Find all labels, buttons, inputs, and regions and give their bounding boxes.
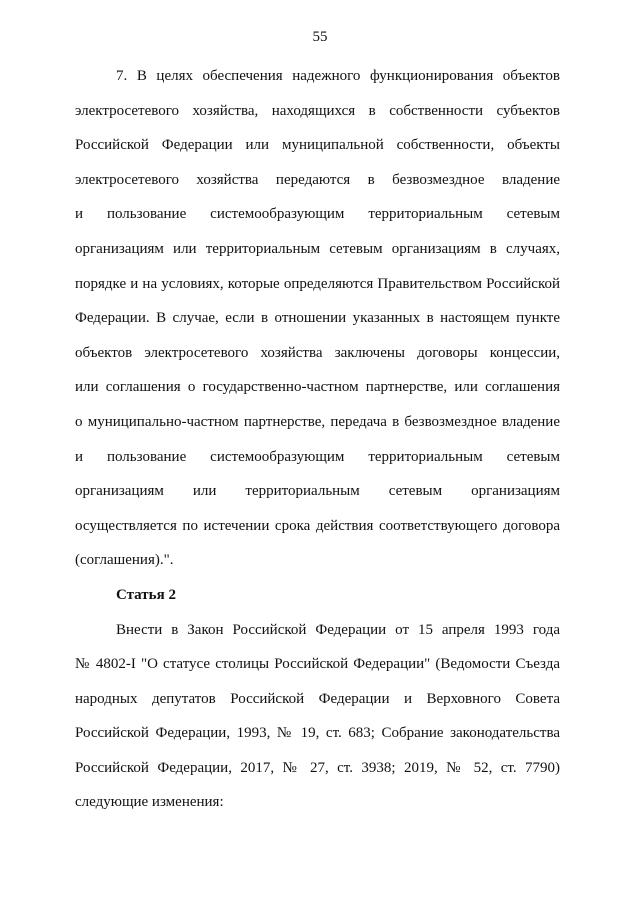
page-number: 55 bbox=[312, 29, 328, 45]
paragraph-line: (соглашения).". bbox=[75, 552, 174, 569]
paragraph-line: организациям или территориальным сетевым организациям в случаях, bbox=[75, 240, 560, 257]
article-2-paragraph bbox=[75, 621, 560, 829]
paragraph-line: следующие изменения: bbox=[75, 794, 224, 811]
paragraph-line: Российской Федерации, 1993, № 19, ст. 683; Собрание законодательства bbox=[75, 725, 560, 742]
paragraph-line: порядке и на условиях, которые определяются Правительством Российской bbox=[75, 275, 560, 292]
item-7-paragraph bbox=[75, 67, 560, 586]
paragraph-line: и пользование системообразующим территориальным сетевым bbox=[75, 206, 560, 223]
paragraph-line: или соглашения о государственно-частном партнерстве, или соглашения bbox=[75, 379, 560, 396]
paragraph-line: объектов электросетевого хозяйства заключены договоры концессии, bbox=[75, 344, 560, 361]
article-2-heading: Статья 2 bbox=[116, 586, 176, 603]
paragraph-line: организациям или территориальным сетевым организациям bbox=[75, 483, 560, 500]
paragraph-line: электросетевого хозяйства, находящихся в собственности субъектов bbox=[75, 102, 560, 119]
paragraph-line: Российской Федерации или муниципальной собственности, объекты bbox=[75, 137, 560, 154]
paragraph-line: электросетевого хозяйства передаются в безвозмездное владение bbox=[75, 171, 560, 188]
paragraph-line: № 4802-I "О статусе столицы Российской Федерации" (Ведомости Съезда bbox=[75, 656, 560, 673]
paragraph-line: и пользование системообразующим территориальным сетевым bbox=[75, 448, 560, 465]
page-content bbox=[75, 67, 560, 828]
paragraph-line: народных депутатов Российской Федерации и Верховного Совета bbox=[75, 690, 560, 707]
paragraph-line: Внести в Закон Российской Федерации от 15 апреля 1993 года bbox=[116, 621, 560, 638]
paragraph-line: 7. В целях обеспечения надежного функционирования объектов bbox=[116, 68, 560, 84]
paragraph-line: о муниципально-частном партнерстве, передача в безвозмездное владение bbox=[75, 413, 560, 430]
paragraph-line: осуществляется по истечении срока действия соответствующего договора bbox=[75, 517, 560, 534]
paragraph-line: Российской Федерации, 2017, № 27, ст. 3938; 2019, № 52, ст. 7790) bbox=[75, 759, 560, 776]
paragraph-line: Федерации. В случае, если в отношении указанных в настоящем пункте bbox=[75, 310, 560, 327]
